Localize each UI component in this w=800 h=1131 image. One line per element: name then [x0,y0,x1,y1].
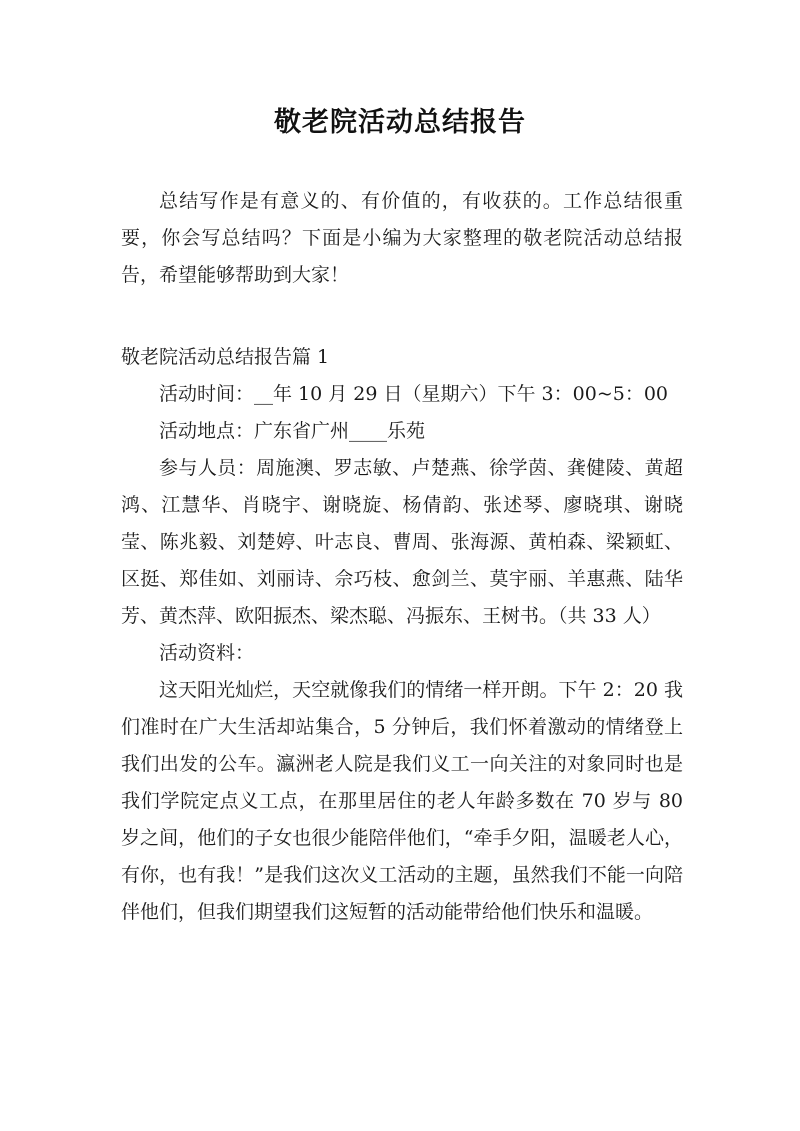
activity-time: 活动时间：__年 10 月 29 日（星期六）下午 3：00~5：00 [159,383,669,405]
intro-section [121,183,683,294]
intro-paragraph: 总结写作是有意义的、有价值的，有收获的。工作总结很重要，你会写总结吗？下面是小编为大家整理的敬老院活动总结报告，希望能够帮助到大家！ [121,190,683,286]
participants-paragraph: 参与人员：周施澳、罗志敏、卢楚燕、徐学茵、龚健陵、黄超鸿、江慧华、肖晓宇、谢晓旋、杨倩韵、张述琴、廖晓琪、谢晓莹、陈兆毅、刘楚婷、叶志良、曹周、张海源、黄柏森、梁颖虹、区挺、郑佳如、刘丽诗、佘巧枝、愈剑兰、莫宇丽、羊惠燕、陆华芳、黄杰萍、欧阳振杰、梁杰聪、冯振东、王树书。（共 33 人） [121,457,683,627]
narrative-paragraph: 这天阳光灿烂，天空就像我们的情绪一样开朗。下午 2：20 我们准时在广大生活却站集合，5 分钟后，我们怀着激动的情绪登上我们出发的公车。瀛洲老人院是我们义工一向关注的对象同时也是我们学院定点义工点，在那里居住的老人年龄多数在 70 岁与 80 岁之间，他们的子女也很少能陪伴他们，“牵手夕阳，温暖老人心，有你，也有我！”是我们这次义工活动的主题，虽然我们不能一向陪伴他们，但我们期望我们这短暂的活动能带给他们快乐和温暖。 [121,679,683,923]
report-section [121,339,683,931]
materials-label: 活动资料： [159,642,255,664]
section-heading: 敬老院活动总结报告篇 1 [121,346,330,368]
activity-place: 活动地点：广东省广州____乐苑 [159,420,426,442]
document-title: 敬老院活动总结报告 [274,107,526,138]
